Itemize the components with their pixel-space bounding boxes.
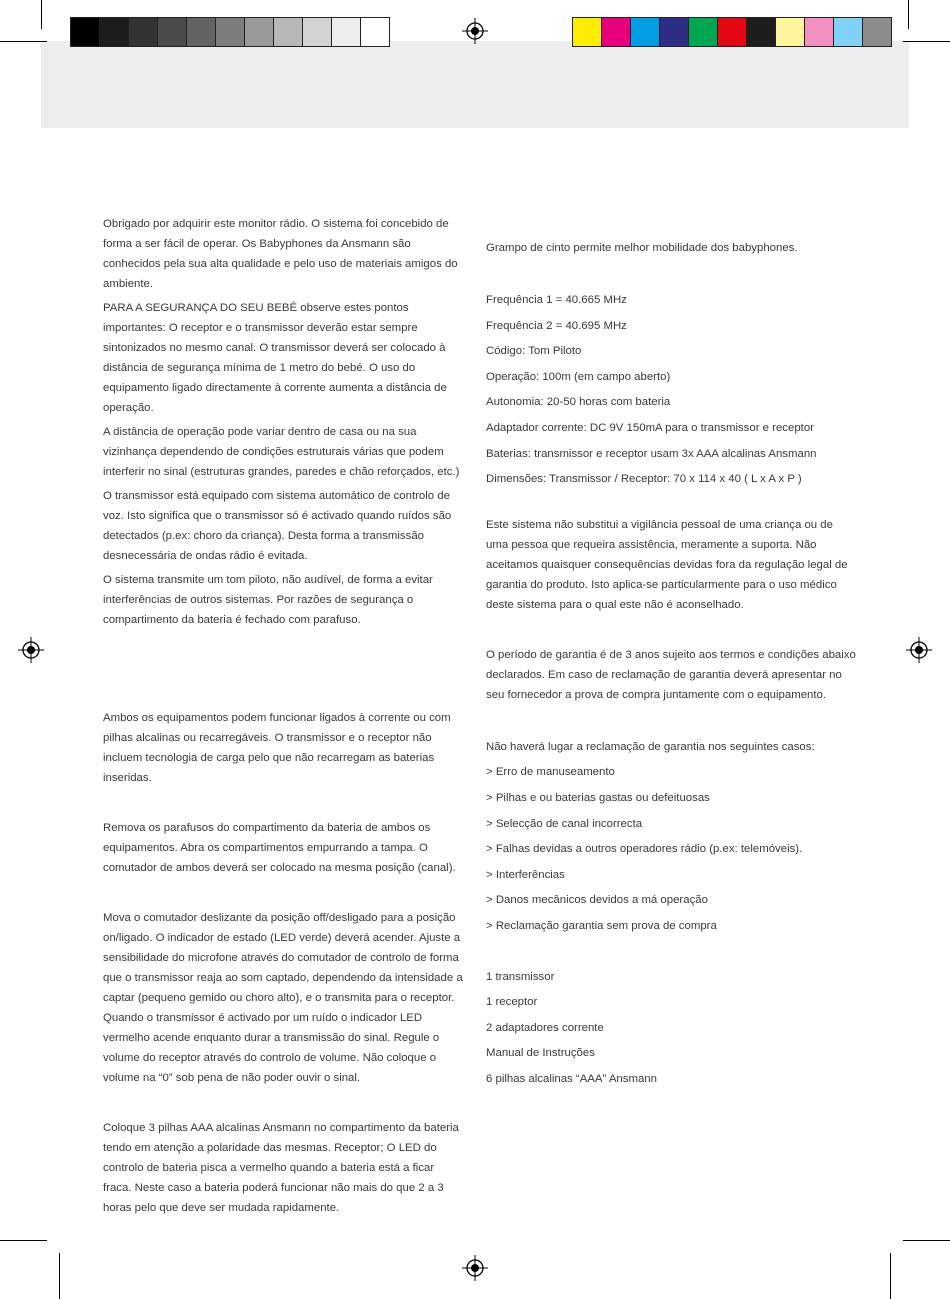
swatch <box>99 17 129 47</box>
specifications-list <box>486 288 858 493</box>
crop-mark <box>890 1253 891 1299</box>
header-band <box>41 41 909 128</box>
intro-paragraph: Obrigado por adquirir este monitor rádio. O sistema foi concebido de forma a ser fácil de operar. Os Babyphones da Ansmann são conhecidos pela sua alta qualidade e pelo uso de materiais amigos do ambiente. <box>103 218 458 290</box>
swatch <box>746 17 776 47</box>
exclusions-title: Não haverá lugar a reclamação de garantia nos seguintes casos: <box>486 740 815 753</box>
swatch <box>244 17 274 47</box>
swatch <box>128 17 158 47</box>
swatch <box>157 17 187 47</box>
grayscale-bar <box>71 17 390 47</box>
contents-item: 1 transmissor <box>486 970 555 983</box>
exclusion-item: > Falhas devidas a outros operadores rádio (p.ex: telemóveis). <box>486 843 803 856</box>
spec-item: Dimensões: Transmissor / Receptor: 70 x 114 x 40 ( L x A x P ) <box>486 473 802 486</box>
operation-paragraph: Mova o comutador deslizante da posição off/desligado para a posição on/ligado. O indicador de estado (LED verde) deverá acender. Ajuste a sensibilidade do microfone através do comutador de controlo de forma que o transmissor reaja ao som captado, dependendo da intensidade a captar (pequeno gemido ou choro alto), e o transmita para o receptor. Quando o transmissor é activado por um ruído o indicador LED vermelho acende enquanto durar a transmissão do sinal. Regule o volume do receptor através do controlo de volume. Não coloque o volume na “0” sob pena de não poder ouvir o sinal. <box>103 912 463 1084</box>
swatch <box>717 17 747 47</box>
battery-compartment-paragraph: Remova os parafusos do compartimento da bateria de ambos os equipamentos. Abra os compartimentos empurrando a tampa. O comutador de ambos deverá ser colocado na mesma posição (canal). <box>103 822 456 874</box>
belt-clip-text: Grampo de cinto permite melhor mobilidade dos babyphones. <box>486 242 798 254</box>
battery-paragraph: Coloque 3 pilhas AAA alcalinas Ansmann no compartimento da bateria tendo em atenção a polaridade das mesmas. Receptor; O LED do controlo de bateria pisca a vermelho quando a bateria está a ficar fraca. Neste caso a bateria poderá funcionar não mais do que 2 a 3 horas pelo que deve ser mudada rapidamente. <box>103 1122 459 1214</box>
swatch <box>862 17 892 47</box>
crop-mark <box>903 41 950 42</box>
color-bar <box>573 17 892 47</box>
swatch <box>688 17 718 47</box>
crop-mark <box>908 0 909 29</box>
exclusion-item: > Pilhas e ou baterias gastas ou defeituosas <box>486 791 710 804</box>
pilot-tone-paragraph: O sistema transmite um tom piloto, não audível, de forma a evitar interferências de outros sistemas. Por razões de segurança o compartimento da bateria é fechado com parafuso. <box>103 574 433 626</box>
spec-item: Código: Tom Piloto <box>486 345 582 358</box>
spec-item: Adaptador corrente: DC 9V 150mA para o transmissor e receptor <box>486 421 814 434</box>
safety-paragraph: PARA A SEGURANÇA DO SEU BEBÉ observe estes pontos importantes: O receptor e o transmissor deverão estar sempre sintonizados no mesmo canal. O transmissor deverá ser colocado à distância de segurança mínima de 1 metro do bebé. O uso do equipamento ligado directamente à corrente aumenta a distância de operação. <box>103 302 447 414</box>
exclusion-item: > Reclamação garantia sem prova de compra <box>486 919 717 932</box>
swatch <box>601 17 631 47</box>
spec-item: Frequência 1 = 40.665 MHz <box>486 294 627 306</box>
swatch <box>360 17 390 47</box>
right-column <box>486 238 858 1092</box>
exclusion-item: > Interferências <box>486 868 565 881</box>
swatch <box>630 17 660 47</box>
crop-mark <box>0 1240 47 1241</box>
swatch <box>659 17 689 47</box>
spec-item: Operação: 100m (em campo aberto) <box>486 370 671 383</box>
range-paragraph: A distância de operação pode variar dentro de casa ou na sua vizinhança dependendo de condições estruturais várias que podem interferir no sinal (estruturas grandes, paredes e chão reforçados, etc.) <box>103 426 460 478</box>
crop-mark <box>41 0 42 29</box>
swatch <box>273 17 303 47</box>
swatch <box>331 17 361 47</box>
exclusion-item: > Danos mecânicos devidos a má operação <box>486 894 708 907</box>
left-column <box>103 214 465 1218</box>
contents-item: 2 adaptadores corrente <box>486 1021 604 1034</box>
swatch <box>186 17 216 47</box>
registration-mark-icon <box>906 637 932 663</box>
swatch <box>804 17 834 47</box>
crop-mark <box>0 41 47 42</box>
contents-item: Manual de Instruções <box>486 1047 595 1060</box>
swatch <box>572 17 602 47</box>
disclaimer-paragraph: Este sistema não substitui a vigilância pessoal de uma criança ou de uma pessoa que requeira assistência, meramente a suporta. Não aceitamos quaisquer consequências devidas fora da regulação legal de garantia do produto. Isto aplica-se particularmente para o uso médico deste sistema para o qual este não é aconselhado. <box>486 518 848 611</box>
exclusion-item: > Erro de manuseamento <box>486 766 615 779</box>
crop-mark <box>59 1253 60 1299</box>
swatch <box>833 17 863 47</box>
registration-mark-icon <box>462 18 488 44</box>
package-contents-list <box>486 965 858 1093</box>
swatch <box>302 17 332 47</box>
registration-mark-icon <box>18 637 44 663</box>
exclusions-list <box>486 735 858 940</box>
swatch <box>215 17 245 47</box>
contents-item: 6 pilhas alcalinas “AAA” Ansmann <box>486 1072 657 1085</box>
contents-item: 1 receptor <box>486 996 538 1009</box>
exclusion-item: > Selecção de canal incorrecta <box>486 817 643 830</box>
spec-item: Baterias: transmissor e receptor usam 3x AAA alcalinas Ansmann <box>486 447 817 460</box>
crop-mark <box>903 1240 950 1241</box>
swatch <box>70 17 100 47</box>
swatch <box>775 17 805 47</box>
voice-control-paragraph: O transmissor está equipado com sistema automático de controlo de voz. Isto significa que o transmissor só é activado quando ruídos são detectados (p.ex: choro da criança). Desta forma a transmissão desnecessária de ondas rádio é evitada. <box>103 490 452 562</box>
spec-item: Autonomia: 20-50 horas com bateria <box>486 396 671 409</box>
registration-mark-icon <box>462 1255 488 1281</box>
spec-item: Frequência 2 = 40.695 MHz <box>486 319 627 332</box>
power-paragraph: Ambos os equipamentos podem funcionar ligados à corrente ou com pilhas alcalinas ou recarregáveis. O transmissor e o receptor não incluem tecnologia de carga pelo que não recarregam as baterias inseridas. <box>103 712 451 784</box>
warranty-paragraph: O período de garantia é de 3 anos sujeito aos termos e condições abaixo declarados. Em caso de reclamação de garantia deverá apresentar no seu fornecedor a prova de compra juntamente com o equipamento. <box>486 648 856 701</box>
